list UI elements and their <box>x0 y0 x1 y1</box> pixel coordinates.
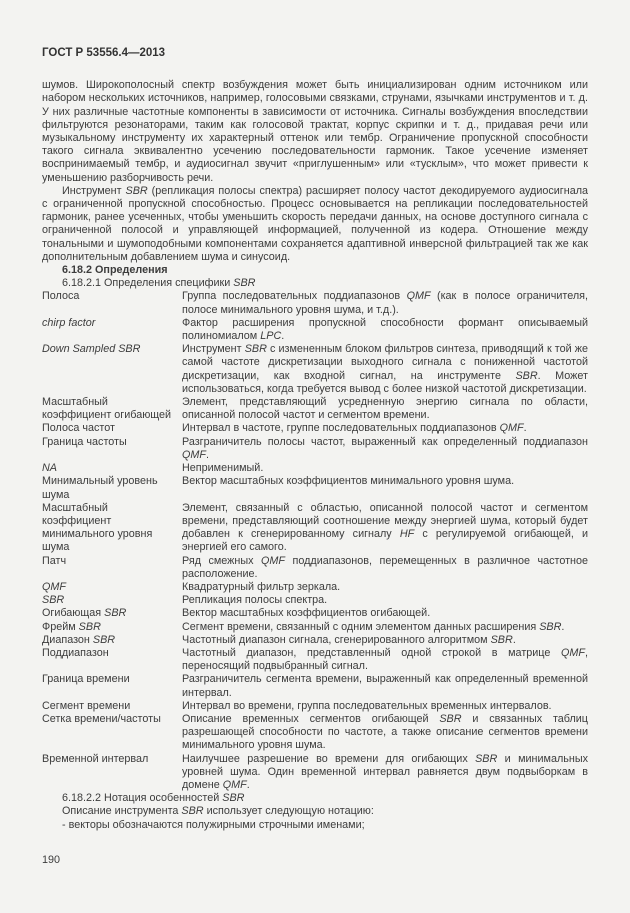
definition-term: Полоса частот <box>42 422 115 435</box>
definition-term: Масштабный коэффициент минимального уровня шума <box>42 501 153 554</box>
definition-term: QMF <box>42 580 66 593</box>
definition-text: Частотный диапазон сигнала, сгенерированного алгоритмом SBR. <box>182 633 516 646</box>
definition-term: Временной интервал <box>42 752 149 765</box>
definitions-list <box>42 290 588 792</box>
definition-term: Минимальный уровень шума <box>42 475 158 501</box>
paragraph-sbr-intro: Инструмент SBR (репликация полосы спектра) расширяет полосу частот декодируемого аудиосигнала с ограниченной пропускной способностью. Процесс основывается на репликации последовательностей гармоник, ранее усеченных, чтобы уменьшить скорость передачи данных, на основе доступного сигнала с ограниченной полосой и управляющей информацией, полученной из кодера. Отношение между тональными и шумоподобными компонентами сохраняется адаптивной инверсной фильтрацией так же как дополнительным добавлением шума и синусоид. <box>42 184 589 263</box>
definition-term: Поддиапазон <box>42 646 109 659</box>
definition-text: Вектор масштабных коэффициентов огибающей. <box>182 607 431 620</box>
definition-text: Разграничитель сегмента времени, выраженный как определенный временной интервал. <box>182 673 588 699</box>
definition-text: Группа последовательных поддиапазонов QMF (как в полосе ограничителя, полосе минимального уровня шума, и т.д.). <box>182 290 588 316</box>
definition-term: Фрейм SBR <box>42 620 101 633</box>
notation-section <box>42 792 588 832</box>
definition-term: Down Sampled SBR <box>42 343 141 356</box>
definition-text: Разграничитель полосы частот, выраженный как определенный поддиапазон QMF. <box>182 435 588 461</box>
definition-text: Неприменимый. <box>182 462 264 475</box>
document-header: ГОСТ Р 53556.4—2013 <box>42 47 166 59</box>
definition-term: Масштабный коэффициент огибающей <box>42 396 172 422</box>
definition-text: Интервал во времени, группа последовательных временных интервалов. <box>182 699 552 712</box>
definition-term: Огибающая SBR <box>42 607 127 620</box>
paragraph-excitation-noise: шумов. Широкополосный спектр возбуждения может быть инициализирован одним источником или набором нескольких источников, например, голосовыми связками, струнами, язычками инструментов и т. д. У них различные частотные компоненты в зависимости от источника. Сигналы возбуждения впоследствии фильтруются резонаторами, таким как голосовой трактат, корпус скрипки и т. д., придавая речи или музыкальному инструменту их характерный оттенок или тембр. Ограничение пропускной способности такого сигнала эквивалентно усечению последовательности гармоник. Такое усечение изменяет воспринимаемый тембр, и аудиосигнал звучит «приглушенным» или «тусклым», что может привести к уменьшению разборчивость речи. <box>42 79 588 184</box>
definition-term: chirp factor <box>42 316 96 329</box>
definition-term: Граница частоты <box>42 435 127 448</box>
definition-text: Сегмент времени, связанный с одним элементом данных расширения SBR. <box>182 620 565 633</box>
definition-term: Сетка времени/частоты <box>42 712 161 725</box>
definition-term: Патч <box>42 554 67 567</box>
definition-text: Инструмент SBR с измененным блоком фильтров синтеза, приводящий к той же самой частоте дискретизации выходного сигнала с пониженной частотой дискретизации, как входной сигнал, на инструменте SBR. Может использоваться, когда требуется вывод с более низкой частотой дискретизации. <box>182 343 588 395</box>
section-heading: 6.18.2 Определения <box>62 264 168 277</box>
definition-text: Фактор расширения пропускной способности формант описываемый полиномиалом LPC. <box>182 316 588 343</box>
definition-text: Описание временных сегментов огибающей SBR и связанных таблиц разрешающей способности по частоте, а также описание сегментов времени минимального уровня шума. <box>182 712 588 752</box>
page-number: 190 <box>42 853 61 866</box>
definition-text: Элемент, связанный с областью, описанной полосой частот и сегментом времени, представляющий соотношение между энергией шума, который будет добавлен к сгенерированному сигналу HF с регулируемой огибающей, и энергией его самого. <box>182 501 588 554</box>
definition-term: Полоса <box>42 290 80 303</box>
notation-intro: Описание инструмента SBR использует следующую нотацию: <box>62 805 374 818</box>
section-subheading: 6.18.2.1 Определения специфики SBR <box>62 277 256 290</box>
definition-text: Наилучшее разрешение во времени для огибающих SBR и минимальных уровней шума. Один временной интервал равняется двум подвыборкам в домене QMF. <box>182 752 588 791</box>
definition-term: Сегмент времени <box>42 699 131 712</box>
definition-text: Элемент, представляющий усредненную энергию сигнала по области, описанной полосой частот и сегментом времени. <box>182 396 588 422</box>
definition-term: SBR <box>42 594 65 607</box>
definition-text: Вектор масштабных коэффициентов минимального уровня шума. <box>182 475 515 488</box>
definition-text: Частотный диапазон, представленный одной строкой в матрице QMF, переносящий подвыбранный сигнал. <box>182 646 588 673</box>
definition-term: Диапазон SBR <box>42 633 116 646</box>
definition-term: NA <box>42 462 57 475</box>
definition-term: Граница времени <box>42 673 130 686</box>
definition-text: Репликация полосы спектра. <box>182 594 328 607</box>
definition-text: Ряд смежных QMF поддиапазонов, перемещенных в различное частотное расположение. <box>182 554 588 580</box>
definition-text: Интервал в частоте, группе последовательных поддиапазонов QMF. <box>182 422 527 435</box>
notation-item: - векторы обозначаются полужирными строчными именами; <box>62 818 365 831</box>
definition-text: Квадратурный фильтр зеркала. <box>182 580 341 593</box>
notation-subheading: 6.18.2.2 Нотация особенностей SBR <box>62 792 245 805</box>
